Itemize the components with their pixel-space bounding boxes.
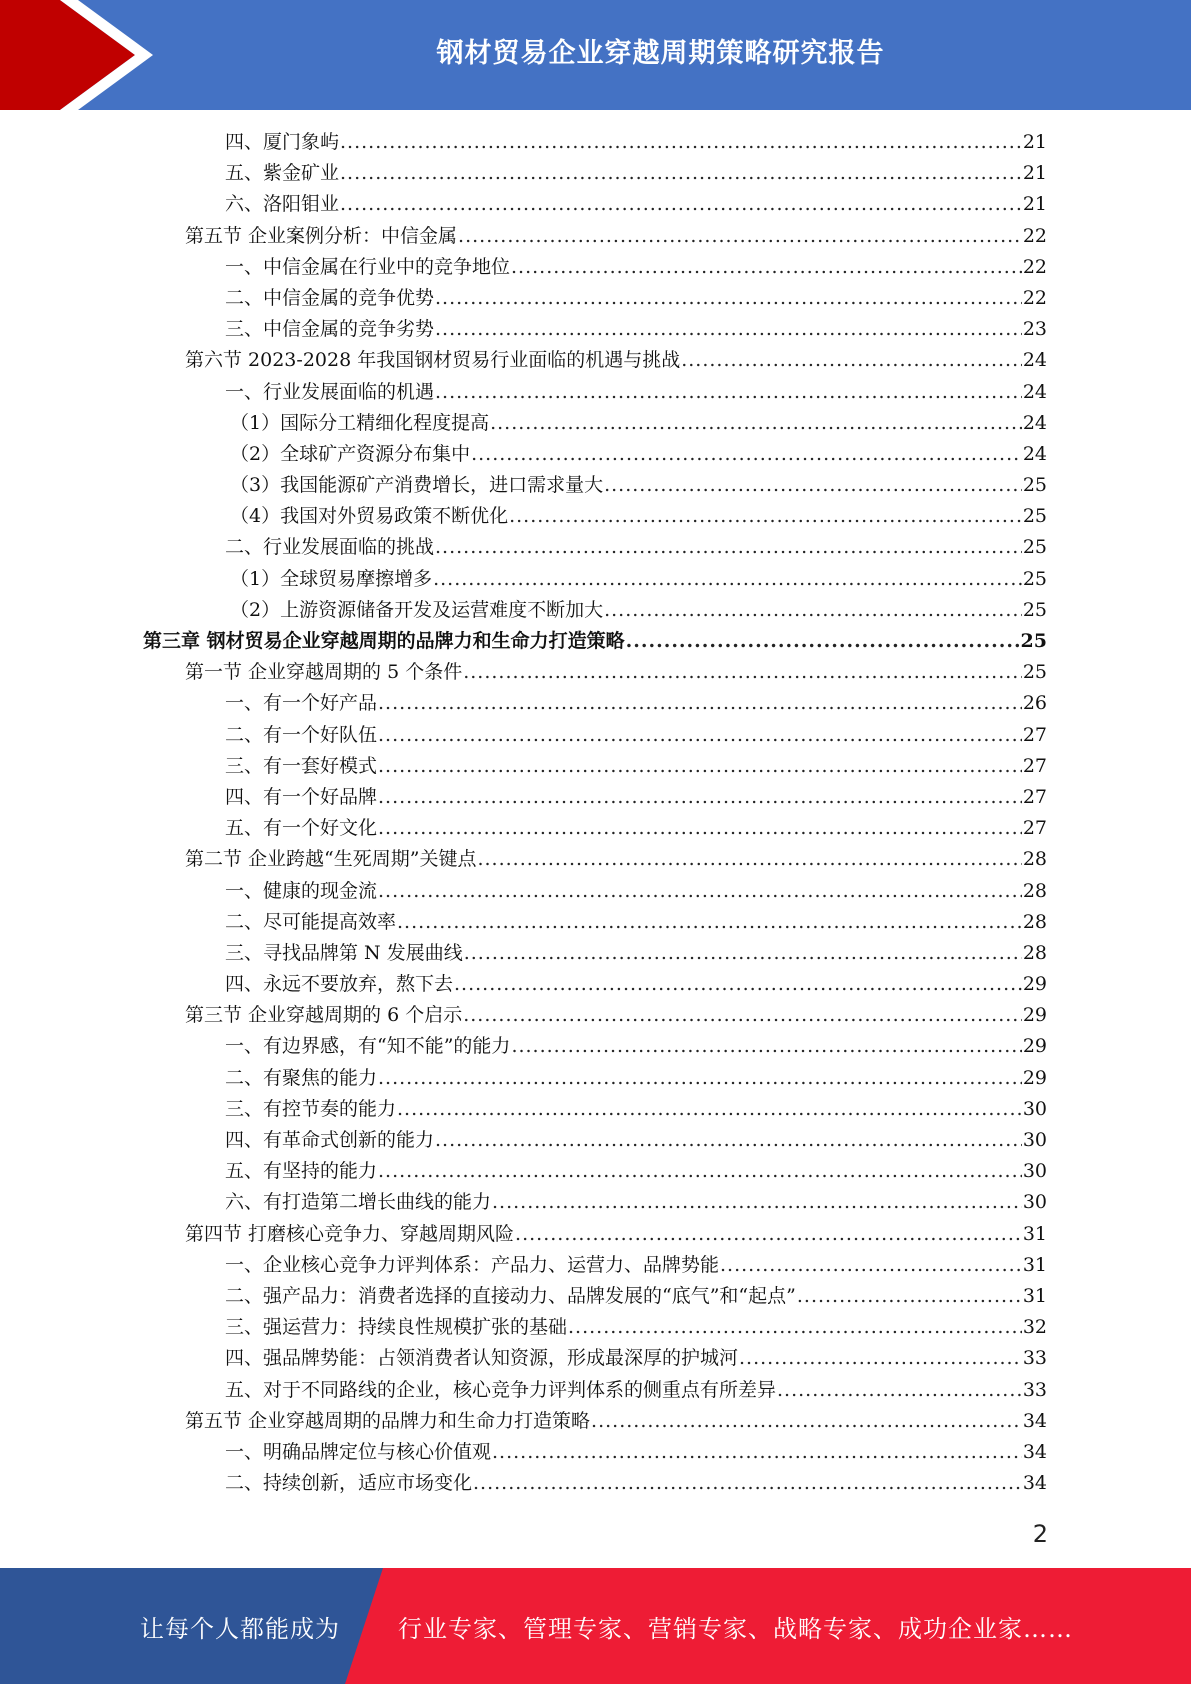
toc-entry-page: 34: [1022, 1409, 1047, 1432]
toc-dot-leader: [378, 751, 1022, 782]
toc-entry-label: 二、中信金属的竞争优势: [225, 286, 435, 309]
toc-entry-label: 三、中信金属的竞争劣势: [225, 318, 435, 341]
toc-entry-page: 34: [1022, 1440, 1047, 1463]
toc-entry[interactable]: [0, 345, 1191, 376]
toc-entry[interactable]: [0, 470, 1191, 501]
toc-dot-leader: [626, 626, 1020, 657]
toc-entry[interactable]: [0, 1375, 1191, 1406]
toc-entry-page: 30: [1022, 1129, 1047, 1151]
toc-entry[interactable]: [0, 720, 1191, 751]
toc-entry-label: 四、厦门象屿: [225, 131, 340, 153]
toc-entry[interactable]: [0, 1468, 1191, 1499]
toc-entry[interactable]: [0, 1000, 1191, 1031]
toc-entry[interactable]: [0, 1094, 1191, 1125]
toc-entry-page: 25: [1022, 474, 1047, 497]
toc-entry-page: 33: [1022, 1378, 1047, 1401]
toc-dot-leader: [591, 1406, 1022, 1437]
toc-entry[interactable]: [0, 1125, 1191, 1156]
toc-dot-leader: [378, 813, 1022, 844]
toc-dot-leader: [378, 688, 1022, 719]
toc-entry[interactable]: [0, 969, 1191, 1000]
toc-dot-leader: [511, 252, 1022, 283]
toc-entry[interactable]: [0, 1250, 1191, 1281]
toc-dot-leader: [435, 532, 1022, 563]
toc-entry-page: 21: [1022, 162, 1047, 185]
toc-dot-leader: [568, 1312, 1022, 1343]
toc-dot-leader: [340, 127, 1022, 158]
toc-entry-page: 25: [1022, 567, 1047, 590]
toc-entry-page: 28: [1022, 879, 1047, 902]
toc-dot-leader: [515, 1219, 1022, 1250]
toc-entry-label: 第一节 企业穿越周期的 5 个条件: [185, 661, 463, 684]
toc-entry-page: 25: [1022, 661, 1047, 684]
toc-entry-label: 三、强运营力：持续良性规模扩张的基础: [225, 1316, 568, 1339]
toc-entry-page: 25: [1022, 536, 1047, 559]
toc-entry-page: 31: [1022, 1284, 1047, 1307]
toc-entry-label: 一、有一个好产品: [225, 692, 378, 715]
toc-entry[interactable]: [0, 938, 1191, 969]
toc-dot-leader: [463, 657, 1022, 688]
toc-entry-page: 27: [1022, 785, 1047, 808]
toc-entry-label: 一、行业发展面临的机遇: [225, 380, 435, 403]
toc-entry-label: 五、有坚持的能力: [225, 1160, 378, 1183]
toc-entry[interactable]: [0, 1187, 1191, 1218]
toc-dot-leader: [378, 876, 1022, 907]
toc-entry-label: （4）我国对外贸易政策不断优化: [230, 505, 509, 528]
toc-dot-leader: [397, 907, 1022, 938]
toc-entry[interactable]: [0, 1031, 1191, 1062]
toc-dot-leader: [378, 720, 1022, 751]
page-header: [0, 0, 1191, 110]
toc-entry[interactable]: [0, 1063, 1191, 1094]
toc-entry-label: 第二节 企业跨越“生死周期”关键点: [185, 848, 477, 871]
toc-entry-label: 一、中信金属在行业中的竞争地位: [225, 255, 511, 278]
toc-entry[interactable]: [0, 1156, 1191, 1187]
toc-entry[interactable]: [0, 439, 1191, 470]
toc-entry[interactable]: [0, 252, 1191, 283]
toc-dot-leader: [435, 377, 1022, 408]
toc-dot-leader: [720, 1250, 1022, 1281]
toc-dot-leader: [604, 470, 1022, 501]
toc-dot-leader: [378, 782, 1022, 813]
toc-dot-leader: [458, 221, 1022, 252]
report-title: 钢材贸易企业穿越周期策略研究报告: [436, 37, 885, 69]
toc-dot-leader: [509, 501, 1022, 532]
toc-entry-page: 24: [1022, 442, 1047, 465]
toc-entry[interactable]: [0, 532, 1191, 563]
page-footer: [0, 1568, 1191, 1684]
toc-entry-label: 五、紫金矿业: [225, 162, 340, 185]
toc-entry[interactable]: [0, 314, 1191, 345]
toc-dot-leader: [477, 844, 1021, 875]
toc-entry-label: （1）国际分工精细化程度提高: [230, 411, 490, 434]
toc-entry-page: 27: [1022, 723, 1047, 746]
toc-entry-page: 24: [1022, 380, 1047, 403]
toc-dot-leader: [340, 158, 1022, 189]
toc-entry-label: 一、企业核心竞争力评判体系：产品力、运营力、品牌势能: [225, 1253, 720, 1276]
toc-dot-leader: [777, 1375, 1022, 1406]
toc-entry-label: 一、有边界感，有“知不能”的能力: [225, 1035, 511, 1058]
toc-entry-page: 22: [1022, 286, 1047, 309]
toc-entry-page: 27: [1022, 817, 1047, 840]
toc-entry-page: 29: [1022, 973, 1047, 996]
toc-entry-page: 30: [1022, 1160, 1047, 1183]
toc-entry[interactable]: [0, 907, 1191, 938]
toc-dot-leader: [454, 969, 1022, 1000]
toc-entry-page: 30: [1022, 1097, 1047, 1120]
toc-entry-page: 25: [1020, 630, 1047, 652]
toc-dot-leader: [797, 1281, 1022, 1312]
toc-dot-leader: [433, 564, 1022, 595]
toc-entry[interactable]: [0, 221, 1191, 252]
toc-dot-leader: [511, 1031, 1021, 1062]
toc-entry[interactable]: [0, 564, 1191, 595]
toc-entry[interactable]: [0, 1406, 1191, 1437]
page-number: 2: [1032, 1520, 1048, 1548]
toc-dot-leader: [340, 189, 1022, 220]
toc-entry-page: 29: [1022, 1035, 1047, 1058]
toc-entry[interactable]: [0, 127, 1191, 158]
header-chevron-decoration: [0, 0, 160, 110]
toc-dot-leader: [435, 1125, 1022, 1156]
toc-entry-label: 五、有一个好文化: [225, 817, 378, 840]
table-of-contents: [0, 127, 1191, 1499]
toc-entry-page: 27: [1022, 754, 1047, 777]
toc-entry[interactable]: [0, 782, 1191, 813]
toc-entry[interactable]: [0, 844, 1191, 875]
toc-entry-label: 二、尽可能提高效率: [225, 910, 397, 933]
toc-entry-page: 28: [1022, 941, 1047, 964]
toc-entry-label: 六、洛阳钼业: [225, 193, 340, 216]
toc-entry-label: 二、行业发展面临的挑战: [225, 536, 435, 559]
toc-entry[interactable]: [0, 501, 1191, 532]
toc-dot-leader: [471, 439, 1022, 470]
toc-entry-page: 21: [1022, 193, 1047, 216]
toc-entry-label: 三、有控节奏的能力: [225, 1097, 397, 1120]
toc-entry-label: 四、永远不要放弃，熬下去: [225, 973, 454, 996]
toc-entry-label: 二、强产品力：消费者选择的直接动力、品牌发展的“底气”和“起点”: [225, 1284, 796, 1307]
toc-entry[interactable]: [0, 158, 1191, 189]
toc-entry-page: 31: [1022, 1253, 1047, 1276]
footer-slogan-right: 行业专家、管理专家、营销专家、战略专家、成功企业家……: [398, 1614, 1073, 1643]
toc-entry-label: 二、持续创新，适应市场变化: [225, 1472, 473, 1495]
toc-entry[interactable]: [0, 657, 1191, 688]
toc-entry-label: 一、健康的现金流: [225, 879, 378, 902]
toc-entry[interactable]: [0, 876, 1191, 907]
toc-dot-leader: [378, 1156, 1022, 1187]
toc-entry-page: 30: [1022, 1191, 1047, 1214]
toc-entry-label: 一、明确品牌定位与核心价值观: [225, 1440, 492, 1463]
toc-entry-page: 28: [1022, 848, 1047, 871]
toc-entry-label: 四、强品牌势能：占领消费者认知资源，形成最深厚的护城河: [225, 1347, 739, 1370]
toc-dot-leader: [492, 1187, 1022, 1218]
toc-dot-leader: [681, 345, 1022, 376]
toc-entry-label: 五、对于不同路线的企业，核心竞争力评判体系的侧重点有所差异: [225, 1378, 777, 1401]
toc-entry-page: 29: [1022, 1066, 1047, 1089]
toc-entry[interactable]: [0, 1437, 1191, 1468]
toc-entry-page: 32: [1022, 1316, 1047, 1339]
toc-entry-label: （2）上游资源储备开发及运营难度不断加大: [230, 598, 604, 621]
toc-entry-label: 三、有一套好模式: [225, 754, 378, 777]
toc-entry-label: 第六节 2023-2028 年我国钢材贸易行业面临的机遇与挑战: [185, 349, 681, 372]
toc-entry[interactable]: [0, 408, 1191, 439]
toc-entry[interactable]: [0, 595, 1191, 626]
toc-entry-label: 六、有打造第二增长曲线的能力: [225, 1191, 492, 1214]
toc-entry-page: 24: [1022, 411, 1047, 434]
toc-dot-leader: [464, 938, 1022, 969]
toc-entry-page: 21: [1022, 131, 1047, 153]
toc-dot-leader: [492, 1437, 1022, 1468]
toc-entry[interactable]: [0, 189, 1191, 220]
toc-entry-label: （1）全球贸易摩擦增多: [230, 567, 433, 590]
toc-entry-page: 26: [1022, 692, 1047, 715]
toc-entry-page: 23: [1022, 318, 1047, 341]
toc-entry-label: 四、有一个好品牌: [225, 785, 378, 808]
toc-entry-page: 29: [1022, 1004, 1047, 1027]
toc-entry-page: 34: [1022, 1472, 1047, 1495]
toc-entry-label: 四、有革命式创新的能力: [225, 1129, 435, 1151]
toc-entry[interactable]: [0, 1343, 1191, 1374]
toc-entry-label: 二、有聚焦的能力: [225, 1066, 378, 1089]
toc-dot-leader: [378, 1063, 1022, 1094]
toc-entry-label: 二、有一个好队伍: [225, 723, 378, 746]
toc-entry-label: 第五节 企业穿越周期的品牌力和生命力打造策略: [185, 1409, 591, 1432]
toc-entry-page: 24: [1022, 349, 1047, 372]
toc-dot-leader: [739, 1343, 1022, 1374]
toc-entry-label: 第三节 企业穿越周期的 6 个启示: [185, 1004, 463, 1027]
toc-dot-leader: [435, 314, 1022, 345]
toc-entry[interactable]: [0, 1219, 1191, 1250]
toc-entry[interactable]: [0, 813, 1191, 844]
toc-entry-page: 25: [1022, 598, 1047, 621]
toc-entry[interactable]: [0, 1281, 1191, 1312]
footer-slogan-left: 让每个人都能成为: [140, 1614, 340, 1643]
toc-dot-leader: [604, 595, 1022, 626]
toc-dot-leader: [463, 1000, 1022, 1031]
toc-entry-label: （2）全球矿产资源分布集中: [230, 442, 471, 465]
toc-entry-page: 31: [1022, 1222, 1047, 1245]
toc-entry[interactable]: [0, 283, 1191, 314]
toc-entry-page: 22: [1022, 255, 1047, 278]
toc-entry-label: 第五节 企业案例分析：中信金属: [185, 224, 458, 247]
toc-entry-page: 33: [1022, 1347, 1047, 1370]
toc-entry-page: 22: [1022, 224, 1047, 247]
toc-entry-label: （3）我国能源矿产消费增长，进口需求量大: [230, 474, 604, 497]
toc-dot-leader: [397, 1094, 1022, 1125]
toc-dot-leader: [473, 1468, 1022, 1499]
toc-entry-label: 第三章 钢材贸易企业穿越周期的品牌力和生命力打造策略: [143, 630, 625, 652]
toc-entry[interactable]: [0, 751, 1191, 782]
toc-entry[interactable]: [0, 377, 1191, 408]
toc-entry-page: 28: [1022, 910, 1047, 933]
toc-entry[interactable]: [0, 688, 1191, 719]
toc-entry[interactable]: [0, 1312, 1191, 1343]
toc-dot-leader: [435, 283, 1022, 314]
toc-entry-label: 第四节 打磨核心竞争力、穿越周期风险: [185, 1222, 515, 1245]
toc-entry-page: 25: [1022, 505, 1047, 528]
toc-dot-leader: [490, 408, 1022, 439]
toc-entry[interactable]: [0, 626, 1191, 657]
toc-entry-label: 三、寻找品牌第 N 发展曲线: [225, 941, 463, 964]
